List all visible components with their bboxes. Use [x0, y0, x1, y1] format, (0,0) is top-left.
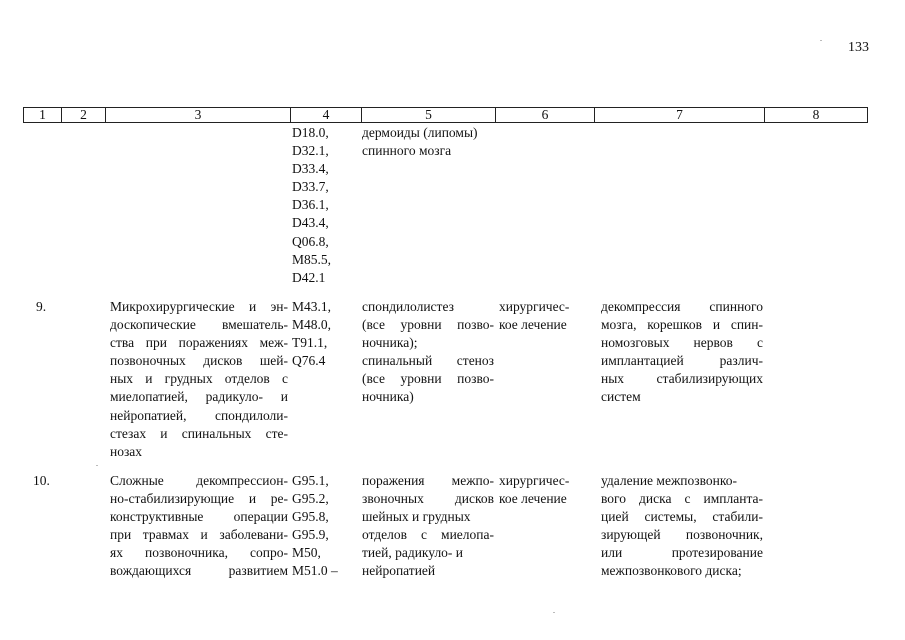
condition-line: тией, радикуло- и — [362, 545, 464, 561]
page-number: 133 — [848, 40, 869, 55]
method-line: миелопатией, радикуло- и — [110, 389, 288, 405]
code-line: G95.1, — [292, 473, 329, 488]
condition-line: отделов с миелопа- — [362, 527, 494, 543]
method-line: стезах и спинальных сте- — [110, 425, 288, 441]
column-header-5: 5 — [362, 108, 496, 123]
code-line: D33.7, — [292, 179, 329, 195]
procedure-line: межпозвонкового диска; — [601, 563, 742, 579]
column-header-8: 8 — [765, 108, 868, 123]
row-10-condition — [362, 472, 494, 581]
procedure-line: или протезирование — [601, 545, 763, 561]
column-header-4: 4 — [291, 108, 362, 123]
method-line: нейропатией, спондилоли- — [110, 407, 288, 423]
row-10-number: 10. — [33, 473, 50, 488]
condition-line: ночника) — [362, 389, 414, 405]
code-line: D43.4, — [292, 215, 329, 231]
row-10-method — [110, 472, 288, 581]
method-line: ства при поражениях меж- — [110, 335, 288, 351]
method-line: доскопические вмешатель- — [110, 317, 288, 333]
column-header-3: 3 — [106, 108, 291, 123]
procedure-line: зирующей позвоночник, — [601, 527, 763, 543]
treatment-line: кое лечение — [499, 491, 567, 507]
condition-line: спондилолистез — [362, 299, 454, 314]
condition-line: поражения межпо- — [362, 473, 494, 488]
column-header-2: 2 — [62, 108, 106, 123]
method-line: при травмах и заболевани- — [110, 527, 288, 543]
code-line: M43.1, — [292, 299, 332, 314]
treatment-line: кое лечение — [499, 317, 567, 333]
procedure-line: декомпрессия спинного — [601, 299, 763, 314]
procedure-line: мозга, корешков и спин- — [601, 317, 763, 333]
row-9-number: 9. — [36, 299, 47, 314]
condition-line: нейропатией — [362, 563, 436, 579]
condition-line: (все уровни позво- — [362, 317, 494, 333]
row-9-condition — [362, 298, 494, 407]
condition-line: спинного мозга — [362, 143, 452, 159]
method-line: позвоночных дисков шей- — [110, 353, 288, 369]
code-line: T91.1, — [292, 335, 328, 351]
code-line: D33.4, — [292, 161, 329, 177]
scan-speck — [96, 465, 98, 466]
code-line: Q06.8, — [292, 233, 329, 249]
column-number-header — [23, 107, 868, 123]
procedure-line: вого диска с импланта- — [601, 491, 763, 507]
treatment-line: хирургичес- — [499, 299, 570, 314]
row-9-treatment — [499, 298, 581, 334]
condition-line: (все уровни позво- — [362, 371, 494, 387]
code-line: G95.2, — [292, 491, 329, 507]
method-line: конструктивные операции — [110, 509, 288, 525]
method-line: Сложные декомпрессион- — [110, 473, 288, 488]
column-header-6: 6 — [496, 108, 595, 123]
procedure-line: удаление межпозвонко- — [601, 473, 737, 488]
code-line: M48.0, — [292, 317, 332, 333]
code-line: G95.9, — [292, 527, 329, 543]
code-line: M85.5, — [292, 251, 332, 267]
method-line: нозах — [110, 443, 143, 459]
row-10-procedure — [601, 472, 763, 581]
row-9-method — [110, 298, 288, 461]
column-header-7: 7 — [595, 108, 765, 123]
procedure-line: номозговых нервов с — [601, 335, 763, 351]
method-line: вождающихся развитием — [110, 563, 288, 579]
scan-speck — [553, 612, 555, 613]
code-line: D42.1 — [292, 269, 326, 285]
code-line: Q76.4 — [292, 353, 326, 369]
code-line: D18.0, — [292, 125, 329, 140]
code-line: M50, — [292, 545, 321, 561]
column-header-1: 1 — [24, 108, 62, 123]
procedure-line: систем — [601, 389, 641, 405]
row-10-codes — [292, 472, 354, 581]
row-9-codes — [292, 298, 354, 370]
treatment-line: хирургичес- — [499, 473, 570, 488]
condition-line: дермоиды (липомы) — [362, 125, 478, 140]
procedure-line: ных стабилизирующих — [601, 371, 763, 387]
scan-speck — [820, 40, 822, 41]
row-9-procedure — [601, 298, 763, 407]
method-line: ных и грудных отделов с — [110, 371, 288, 387]
method-line: Микрохирургические и эн- — [110, 299, 288, 314]
condition-line: звоночных дисков — [362, 491, 494, 507]
procedure-line: имплантацией различ- — [601, 353, 763, 369]
row-0-condition — [362, 124, 496, 160]
condition-line: шейных и грудных — [362, 509, 471, 525]
code-line: D32.1, — [292, 143, 329, 159]
condition-line: ночника); — [362, 335, 418, 351]
method-line: но-стабилизирующие и ре- — [110, 491, 288, 507]
procedure-line: цией системы, стабили- — [601, 509, 763, 525]
condition-line: спинальный стеноз — [362, 353, 494, 369]
code-line: M51.0 – — [292, 563, 338, 579]
row-0-codes — [292, 124, 354, 287]
method-line: ях позвоночника, сопро- — [110, 545, 288, 561]
code-line: G95.8, — [292, 509, 329, 525]
code-line: D36.1, — [292, 197, 329, 213]
row-10-treatment — [499, 472, 581, 508]
